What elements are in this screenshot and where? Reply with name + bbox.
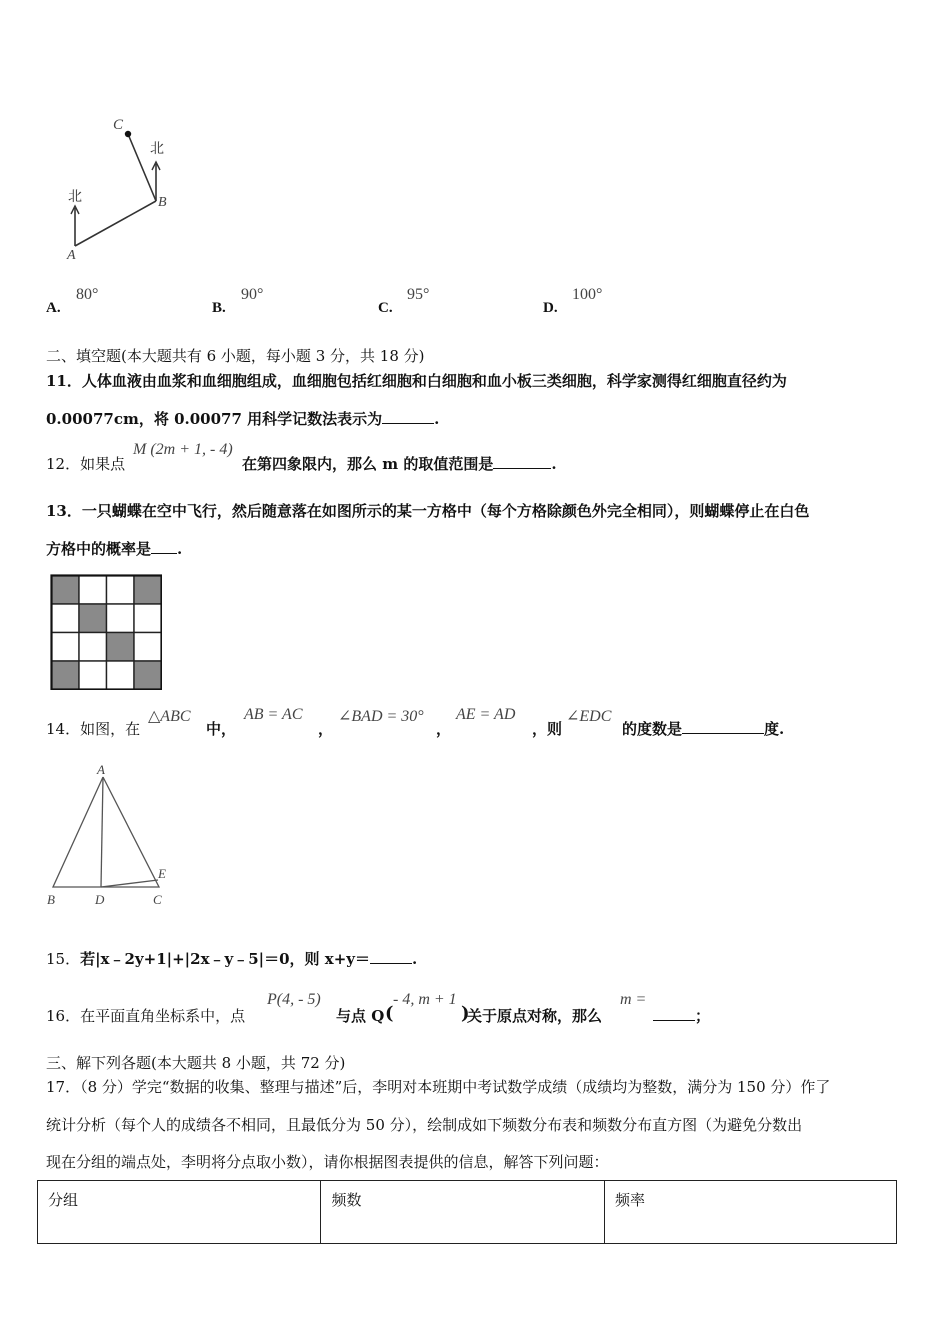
option-b-letter: B.: [212, 300, 226, 316]
compass-label-b: B: [158, 195, 167, 210]
q14-text-5: 的度数是: [622, 720, 683, 738]
q16-prefix: 16．在平面直角坐标系中，点: [46, 1007, 246, 1025]
q13-line2: [46, 538, 182, 559]
compass-north-a: 北: [68, 189, 82, 205]
q16-math-p: P(4, - 5): [267, 991, 321, 1008]
triangle-figure: [40, 760, 180, 910]
q16-close-paren: ): [461, 1003, 470, 1024]
q14-text-1: 中，: [206, 720, 237, 738]
triangle-label-e: E: [158, 866, 166, 881]
option-d-letter: D.: [543, 300, 558, 316]
q14-prefix: 14．如图，在: [46, 720, 141, 738]
grid-cell-white: [107, 604, 135, 633]
q14-math-angle-bad: ∠BAD = 30°: [338, 708, 424, 725]
q15-end: .: [412, 950, 418, 968]
shaded-grid-figure: [50, 574, 162, 690]
q16-math-m: m =: [620, 991, 647, 1008]
q16-answer-blank: [653, 1020, 695, 1021]
grid-cell-shaded: [52, 661, 80, 690]
q16-answer: [653, 1005, 710, 1026]
q12-math-point: M (2m + 1, - 4): [133, 441, 233, 458]
q11-text: 0.00077cm，将 0.00077 用科学记数法表示为: [46, 410, 383, 428]
option-c-value: 95°: [407, 286, 430, 303]
section-2-title: 二、填空题(本大题共有 6 小题，每小题 3 分，共 18 分): [46, 347, 425, 365]
q12-suffix: 在第四象限内，那么 m 的取值范围是: [242, 455, 494, 473]
grid-cell-shaded: [52, 576, 80, 605]
q15-text: 若|x﹣2y+1|+|2x﹣y﹣5|＝0，则 x+y＝: [80, 950, 371, 968]
triangle-label-b: B: [47, 892, 55, 907]
triangle-label-a: A: [97, 762, 105, 777]
q14-text-3: ，: [436, 720, 452, 738]
option-c-letter: C.: [378, 300, 393, 316]
q14-math-ae-ad: AE = AD: [456, 706, 516, 723]
q16-open-paren: (: [385, 1003, 394, 1024]
grid-cell-white: [107, 576, 135, 605]
table-header-frequency-rate: 频率: [604, 1181, 896, 1244]
q12-end: .: [551, 455, 557, 473]
section-3-title: 三、解下列各题(本大题共 8 小题，共 72 分): [46, 1054, 346, 1072]
q15-line: [46, 948, 417, 969]
grid-cell-shaded: [134, 661, 162, 690]
grid-cell-shaded: [134, 576, 162, 605]
option-b-value: 90°: [241, 286, 264, 303]
grid-cell-white: [134, 633, 162, 662]
q17-line2: 统计分析（每个人的成绩各不相同，且最低分为 50 分），绘制成如下频数分布表和频数分布直方图（为避免分数出: [46, 1116, 803, 1134]
q15-answer-blank: [370, 963, 412, 964]
q14-text-2: ，: [318, 720, 334, 738]
q14-text-4: ，则: [532, 720, 563, 738]
grid-cell-white: [79, 661, 107, 690]
compass-north-b: 北: [150, 141, 164, 157]
q14-math-ab-ac: AB = AC: [244, 706, 303, 723]
triangle-label-c: C: [153, 892, 162, 907]
q13-line1: 13．一只蝴蝶在空中飞行，然后随意落在如图所示的某一方格中（每个方格除颜色外完全相同），则蝴蝶停止在白色: [46, 502, 810, 520]
q12-line: [46, 453, 125, 474]
table-header-group: 分组: [38, 1181, 321, 1244]
q12-answer-blank: [493, 468, 551, 469]
q16-math-q: - 4, m + 1: [393, 991, 457, 1008]
option-d-value: 100°: [572, 286, 603, 303]
triangle-label-d: D: [95, 892, 105, 907]
q14-answer-blank: [682, 733, 764, 734]
grid-cell-white: [134, 604, 162, 633]
grid-cell-white: [52, 633, 80, 662]
q16-end: ；: [695, 1007, 711, 1025]
grid-cell-shaded: [107, 633, 135, 662]
q13-answer-blank: [151, 553, 177, 554]
q17-line1: 17．（8 分）学完“数据的收集、整理与描述”后，李明对本班期中考试数学成绩（成绩均为整数，满分为 150 分）作了: [46, 1078, 831, 1096]
q14-math-triangle: △ABC: [148, 708, 191, 725]
q16-text-2: 关于原点对称，那么: [467, 1007, 603, 1025]
q12-suffix-line: [242, 453, 557, 474]
q17-line3: 现在分组的端点处，李明将分点取小数），请你根据图表提供的信息，解答下列问题：: [46, 1153, 609, 1171]
q14-suffix: [622, 718, 784, 739]
compass-label-a: A: [67, 248, 76, 263]
q12-prefix: 12．如果点: [46, 455, 126, 473]
table-header-row: [38, 1181, 897, 1244]
q15-prefix: 15．: [46, 950, 81, 968]
q13-end: .: [177, 540, 183, 558]
grid-cell-white: [79, 576, 107, 605]
frequency-table: [37, 1180, 897, 1244]
q16-text-1: 与点 Q: [336, 1007, 385, 1025]
q14-math-angle-edc: ∠EDC: [566, 708, 612, 725]
q11-line1: 11．人体血液由血浆和血细胞组成，血细胞包括红细胞和白细胞和血小板三类细胞，科学家测得红细胞直径约为: [46, 372, 787, 390]
grid-cell-white: [107, 661, 135, 690]
table-header-frequency-count: 频数: [321, 1181, 604, 1244]
q11-end: .: [434, 410, 440, 428]
grid-cell-white: [79, 633, 107, 662]
grid-cell-shaded: [79, 604, 107, 633]
compass-label-c: C: [113, 117, 124, 133]
option-a-letter: A.: [46, 300, 61, 316]
q14-end: 度.: [764, 720, 785, 738]
option-a-value: 80°: [76, 286, 99, 303]
q11-line2: [46, 408, 439, 429]
q11-answer-blank: [382, 423, 434, 424]
grid-cell-white: [52, 604, 80, 633]
q13-text: 方格中的概率是: [46, 540, 152, 558]
